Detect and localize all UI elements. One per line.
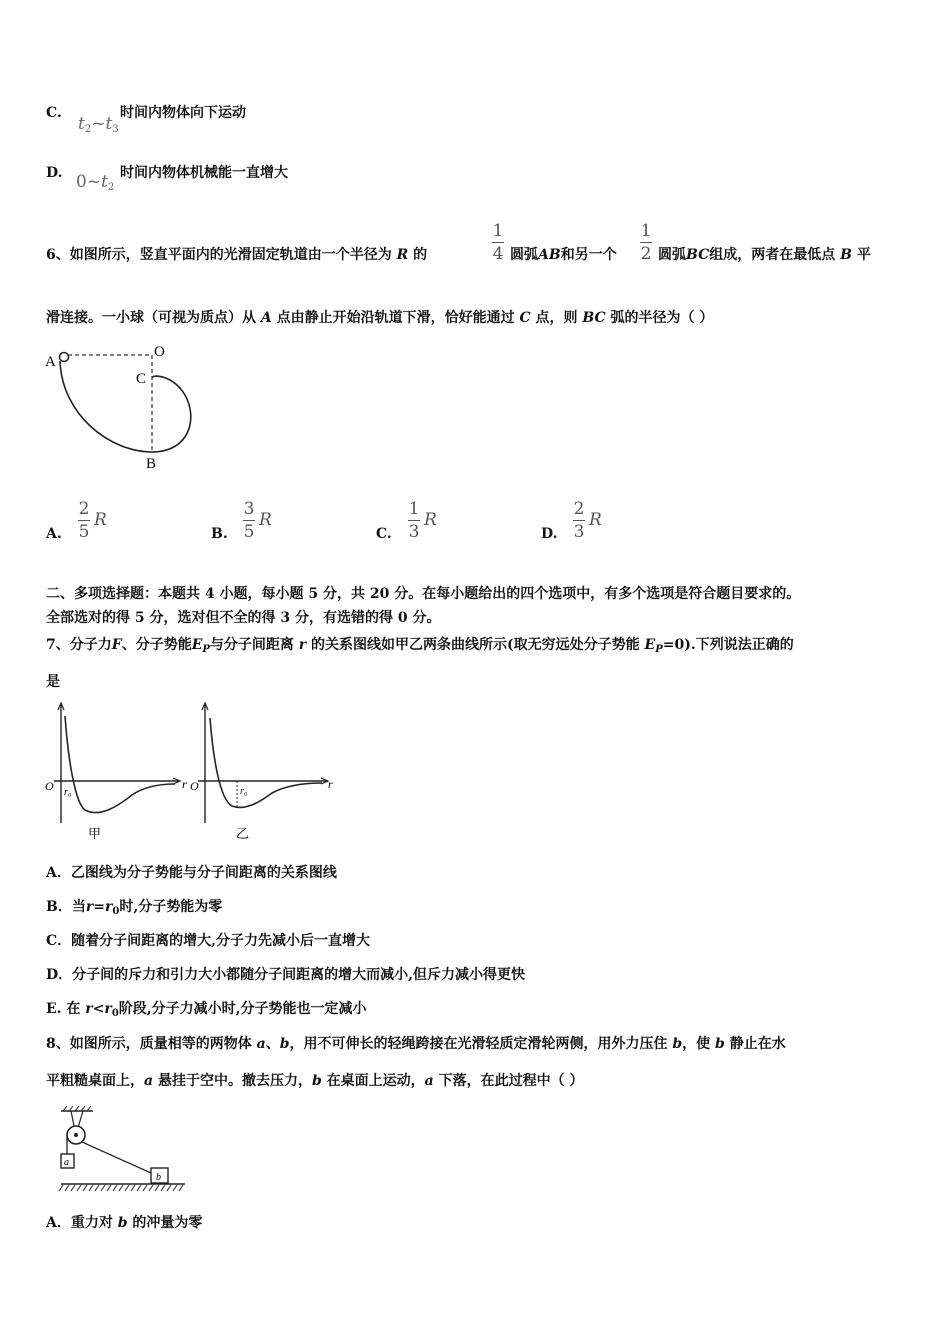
q7-g1-origin: O xyxy=(45,779,54,793)
q5-option-d-text: 时间内物体机械能一直增大 xyxy=(120,165,288,181)
q6-option-a-variable: R xyxy=(94,510,107,530)
q6-fraction-quarter: 1 4 xyxy=(492,221,504,264)
q6-arc-bc xyxy=(152,376,191,452)
q5-option-c-text: 时间内物体向下运动 xyxy=(120,105,246,121)
q6-stem-line2: 滑连接。一小球（可视为质点）从 A 点由静止开始沿轨道下滑，恰好能通过 C 点，则 BC 弧的半径为（ ） xyxy=(46,310,714,326)
q7-option-e: E. 在 $r<r_0$阶段,分子力减小时,分子势能也一定减小 xyxy=(46,1001,367,1019)
q6-option-c-letter: C. xyxy=(376,526,392,542)
q6-option-a-letter: A. xyxy=(46,526,62,542)
q6-label-o: O xyxy=(154,344,165,360)
q6-ball xyxy=(60,353,69,362)
q5-option-c: C. xyxy=(46,105,62,121)
q6-stem-line1-c: 圆弧BC组成，两者在最低点 B 平 xyxy=(658,247,871,263)
q7-graphs xyxy=(40,698,340,846)
q6-option-b-variable: R xyxy=(259,510,272,530)
q6-fraction-half: 1 2 xyxy=(640,221,652,264)
q7-g1-caption: 甲 xyxy=(88,826,102,841)
q6-option-b-letter: B. xyxy=(211,526,228,542)
q7-graph-yi xyxy=(190,703,333,841)
q6-label-c: C xyxy=(136,371,147,387)
q6-stem-line1-b: 圆弧AB和另一个 xyxy=(510,247,617,263)
q8-label-b: b xyxy=(156,1172,161,1183)
q6-option-c-variable: R xyxy=(424,510,437,530)
q6-label-a: A xyxy=(45,354,56,370)
q8-rope-b xyxy=(82,1142,151,1173)
section2-heading-line1: 二、多项选择题：本题共 4 小题，每小题 5 分，共 20 分。在每小题给出的四个选项中，有多个选项是符合题目要求的。 xyxy=(46,586,801,602)
q7-g1-curve xyxy=(65,716,175,813)
q6-option-b-fraction: 3 5 xyxy=(243,499,255,542)
q8-option-a: A．重力对 b 的冲量为零 xyxy=(46,1215,203,1231)
q7-g2-origin: O xyxy=(190,779,199,793)
q7-stem-line2: 是 xyxy=(46,674,60,690)
q6-option-c-fraction: 1 3 xyxy=(408,499,420,542)
q7-g2-r-label: r xyxy=(328,777,333,791)
section2-heading-line2: 全部选对的得 5 分，选对但不全的得 3 分，有选错的得 0 分。 xyxy=(46,610,441,626)
q6-option-d-variable: R xyxy=(589,510,602,530)
q6-track-diagram xyxy=(40,340,210,475)
q7-g2-r0-label: r₀ xyxy=(240,786,248,797)
q5-option-d: D. xyxy=(46,165,63,181)
q7-g1-r0-label: r₀ xyxy=(64,787,72,798)
q7-option-d: D．分子间的斥力和引力大小都随分子间距离的增大而减小,但斥力减小得更快 xyxy=(46,967,526,983)
q7-option-a: A．乙图线为分子势能与分子间距离的关系图线 xyxy=(46,865,337,881)
q7-option-b: B．当$r=r_0$时,分子势能为零 xyxy=(46,899,223,917)
q7-g2-caption: 乙 xyxy=(236,826,250,841)
q7-graph-jia xyxy=(45,703,187,841)
q8-label-a: a xyxy=(64,1157,69,1168)
q6-label-b: B xyxy=(146,456,157,472)
q5-option-d-time-range: $0\sim t_2$ xyxy=(76,172,115,193)
q8-stem-line2: 平粗糙桌面上，a 悬挂于空中。撤去压力，b 在桌面上运动，a 下落，在此过程中（ ） xyxy=(46,1073,584,1089)
q8-stem-line1: 8、如图所示，质量相等的两物体 a、b，用不可伸长的轻绳跨接在光滑轻质定滑轮两侧，用外力压住 b，使 b 静止在水 xyxy=(46,1036,786,1052)
q8-pulley-diagram xyxy=(55,1105,190,1197)
q6-option-a-fraction: 2 5 xyxy=(78,499,90,542)
q7-stem-line1: 7、分子力F、分子势能$E_P$与分子间距离 r 的关系图线如甲乙两条曲线所示(取无穷远处分子势能 $E_P=0$).下列说法正确的 xyxy=(46,637,794,655)
q7-g1-r-label: r xyxy=(182,777,187,791)
q7-option-c: C．随着分子间距离的增大,分子力先减小后一直增大 xyxy=(46,933,371,949)
q5-option-c-time-range: $t_2\sim t_3$ xyxy=(78,114,119,135)
q7-g2-curve xyxy=(210,718,322,807)
q6-stem-line1: 6、如图所示，竖直平面内的光滑固定轨道由一个半径为 R 的 xyxy=(46,247,428,263)
q6-option-d-letter: D. xyxy=(541,526,558,542)
q6-option-d-fraction: 2 3 xyxy=(573,499,585,542)
